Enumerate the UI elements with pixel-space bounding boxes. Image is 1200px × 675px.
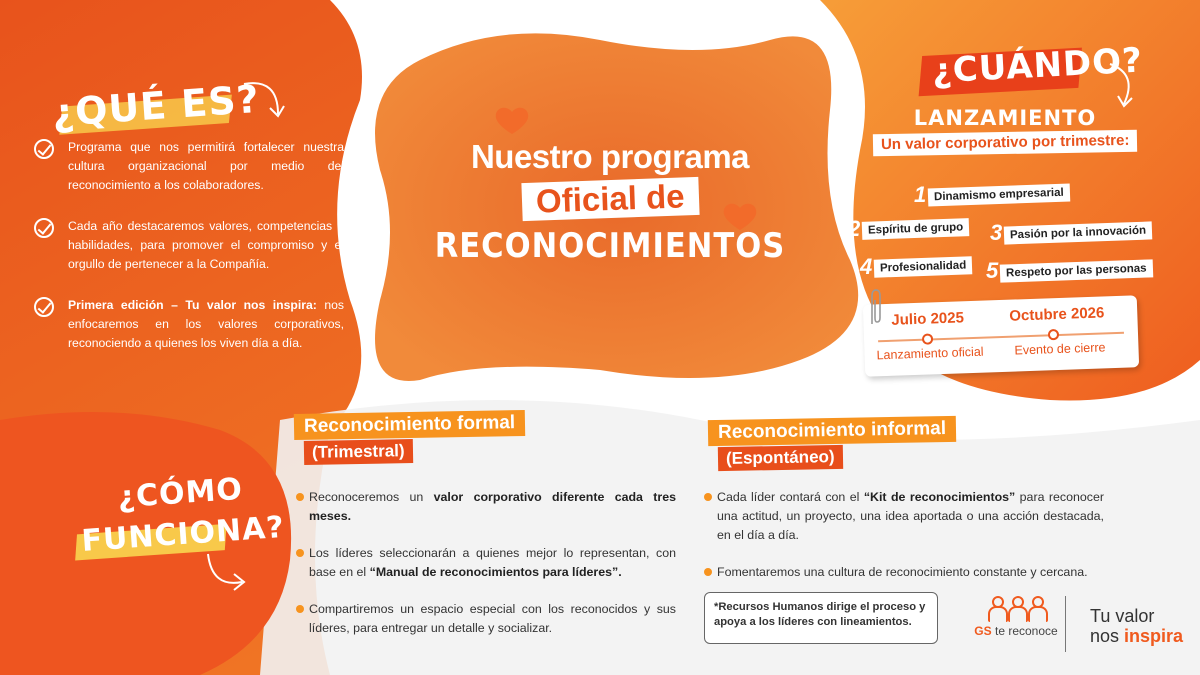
logo-te-reconoce: te reconoce <box>994 624 1058 638</box>
cuando-title: ¿CUÁNDO? <box>931 40 1144 92</box>
bullet-text <box>309 488 676 526</box>
check-icon <box>34 218 54 238</box>
formal-heading <box>294 412 525 464</box>
lanzamiento-subtitle: Un valor corporativo por trimestre: <box>880 131 1130 154</box>
que-es-item-text: Cada año destacaremos valores, competencias o habilidades, para promover el compromiso y el orgullo de pertenecer a la Compañía. <box>68 219 344 271</box>
que-es-item-text <box>68 296 344 353</box>
value-item <box>990 220 1152 246</box>
timeline-card <box>863 295 1139 377</box>
timeline-end-date: Octubre 2026 <box>1009 304 1105 325</box>
timeline-end-label: Evento de cierre <box>1014 340 1106 358</box>
hr-note <box>704 592 938 644</box>
list-item <box>296 488 676 526</box>
people-icon <box>956 596 1076 622</box>
formal-list <box>296 488 676 656</box>
list-item <box>34 296 344 353</box>
bullet-text <box>717 488 1104 545</box>
lanzamiento-subtitle-box <box>873 130 1138 157</box>
bullet-text-bold: “Kit de reconocimientos” <box>863 490 1016 504</box>
value-label: Respeto por las personas <box>1000 259 1153 282</box>
como-funciona-heading <box>78 469 286 559</box>
bullet-dot <box>704 568 712 576</box>
gs-te-reconoce-logo <box>956 596 1076 638</box>
person-icon <box>988 596 1004 622</box>
tagline-line2 <box>1090 626 1183 646</box>
bullet-text: Fomentaremos una cultura de reconocimiento constante y cercana. <box>717 565 1088 579</box>
program-title-line3: RECONOCIMIENTOS <box>434 226 786 266</box>
informal-heading <box>708 418 956 470</box>
informal-subtitle: (Espontáneo) <box>718 445 843 471</box>
bullet-dot <box>296 605 304 613</box>
bullet-text-pre: Reconoceremos un <box>309 490 434 504</box>
logo-divider <box>1065 596 1066 652</box>
bullet-dot <box>296 493 304 501</box>
como-funciona-line1: ¿CÓMO <box>116 471 244 516</box>
check-icon <box>34 297 54 317</box>
timeline-start-date: Julio 2025 <box>891 309 965 329</box>
tagline <box>1090 606 1183 646</box>
bullet-text: Compartiremos un espacio especial con los reconocidos y sus líderes, para entregar un detalle y socializar. <box>309 602 676 635</box>
timeline-start-label: Lanzamiento oficial <box>876 344 984 363</box>
timeline-start-dot <box>922 333 933 344</box>
bullet-text-bold: valor corporativo diferente cada tres meses. <box>309 490 676 523</box>
curved-arrow-icon <box>202 548 252 598</box>
value-number: 1 <box>914 182 927 207</box>
lanzamiento-title: LANZAMIENTO <box>913 106 1097 130</box>
list-item <box>704 488 1104 545</box>
list-item <box>34 217 344 274</box>
formal-title: Reconocimiento formal <box>294 410 526 440</box>
informal-title: Reconocimiento informal <box>708 416 956 446</box>
list-item <box>296 600 676 638</box>
que-es-item-text: Programa que nos permitirá fortalecer nuestra cultura organizacional por medio del reconocimiento a los colaboradores. <box>68 140 344 192</box>
tagline-line2-pre: nos <box>1090 626 1125 646</box>
que-es-item-bold: Primera edición – Tu valor nos inspira: <box>68 298 317 312</box>
value-item <box>848 216 969 242</box>
bullet-dot <box>296 549 304 557</box>
bullet-text-pre: Los líderes seleccionarán a quienes mejor lo representan, con base en el <box>309 546 676 579</box>
logo-gs: GS <box>974 624 992 638</box>
value-number: 4 <box>860 254 873 279</box>
bullet-text-pre: Cada líder contará con el <box>717 490 864 504</box>
value-item <box>914 182 1070 208</box>
tagline-line1: Tu valor <box>1090 606 1155 626</box>
program-title-line2-box <box>521 177 699 221</box>
value-label: Profesionalidad <box>874 256 973 277</box>
person-icon <box>1008 596 1024 622</box>
que-es-title: ¿QUÉ ES? <box>50 76 262 136</box>
value-label: Espíritu de grupo <box>862 218 970 240</box>
timeline-end-dot <box>1048 329 1059 340</box>
bullet-text <box>309 544 676 582</box>
que-es-list <box>34 138 344 375</box>
bullet-text-bold: “Manual de reconocimientos para líderes”. <box>369 565 622 579</box>
tagline-line2-bold: inspira <box>1124 626 1184 646</box>
program-title <box>430 138 790 266</box>
bullet-dot <box>704 493 712 501</box>
como-funciona-line2: FUNCIONA? <box>80 509 286 560</box>
value-number: 5 <box>986 258 999 283</box>
value-label: Dinamismo empresarial <box>928 184 1070 207</box>
value-item <box>860 254 973 280</box>
check-icon <box>34 139 54 159</box>
value-label: Pasión por la innovación <box>1004 221 1153 244</box>
list-item <box>704 563 1104 582</box>
bullet-text-post: para reconocer una actitud, un proyecto, una idea aportada o una acción destacada, en el día a día. <box>717 490 1104 542</box>
program-title-line2: Oficial de <box>535 177 685 220</box>
program-title-line1: Nuestro programa <box>470 138 750 175</box>
value-number: 3 <box>990 220 1003 245</box>
list-item <box>296 544 676 582</box>
value-number: 2 <box>848 216 861 241</box>
informal-list <box>704 488 1104 600</box>
que-es-item-rest: nos enfocaremos en los valores corporativos, reconociendo a quienes los viven día a día. <box>68 298 344 350</box>
curved-arrow-icon <box>238 74 288 124</box>
paperclip-icon <box>868 288 882 328</box>
list-item <box>34 138 344 195</box>
curved-arrow-icon <box>1104 60 1144 110</box>
value-item <box>986 258 1153 284</box>
hr-note-text: *Recursos Humanos dirige el proceso y apoya a los líderes con lineamientos. <box>714 601 926 628</box>
formal-subtitle: (Trimestral) <box>304 439 413 465</box>
person-icon <box>1028 596 1044 622</box>
logo-text <box>956 624 1076 638</box>
lanzamiento-block <box>850 106 1160 154</box>
